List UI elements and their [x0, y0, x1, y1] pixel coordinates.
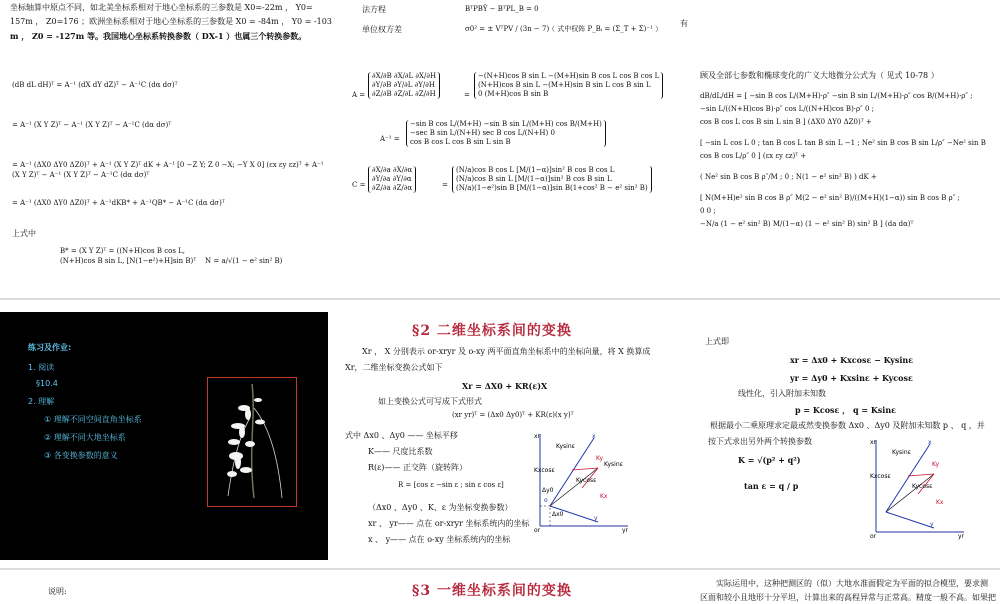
intro-line-1: 坐标轴算中原点不同，如北美坐标系相对于地心坐标系的三参数是 X0=-22m ， Y0=: [10, 3, 313, 12]
general-formula-intro: 顾及全部七参数和椭球变化的广义大地微分公式为（ 见式 10-78 ）: [700, 71, 939, 80]
matrix-a-inverse-row: −sin B cos L/(M+H) −sin B sin L/(M+H) cos B/(M+H): [410, 120, 602, 128]
section-title-2d: §2 二维坐标系间的变换: [412, 323, 572, 339]
general-formula-line: ( Ne² sin B cos B ρ″/M ; 0 ; N(1 − e² sin² B) ) dK +: [700, 173, 877, 181]
panel-exercises: [0, 312, 328, 560]
normal-equation: BᵀPBŶ − BᵀPL_B = 0: [465, 5, 539, 13]
text-line: K—— 尺度比系数: [368, 447, 433, 456]
equation-line-1: (dB dL dH)ᵀ = A⁻¹ (dX dY dZ)ᵀ − A⁻¹C (dα dσ)ᵀ: [12, 81, 178, 89]
matrix-c-row: ∂X/∂a ∂X/∂α: [372, 166, 413, 174]
matrix-a-inverse-row: cos B cos L cos B sin L sin B: [410, 138, 511, 146]
exercise-item: §10.4: [36, 379, 58, 388]
matrix-c-value-row: (N/a)(1−e²)sin B [M/(1−α)]sin B(1+cos² B − e² sin² B): [456, 184, 648, 192]
fig-label: Kxcosε: [534, 467, 555, 474]
k-formula: K = √(p² + q²): [738, 455, 801, 465]
rotation-matrix: R = [cos ε −sin ε ; sin ε cos ε]: [398, 481, 504, 489]
fig-label: Kycosε: [912, 483, 933, 490]
matrix-a-value-row: 0 (M+H)cos B sin B: [478, 90, 549, 98]
equation-yr: yr = Δy0 + Kxsinε + Kycosε: [790, 373, 913, 383]
fig-label: Δy0: [542, 487, 554, 494]
fig-label: Kysinε: [892, 449, 911, 456]
weight-note: （ 式中权阵 P_Bᵢ = (Σ_T + Σ)⁻¹ ）: [548, 25, 663, 33]
fig-label: y: [930, 521, 934, 528]
matrix-a-row: ∂X/∂B ∂X/∂L ∂X/∂H: [372, 72, 437, 80]
bstar-formula: B* = (X Y Z)ᵀ = ((N+H)cos B cos L, (N+H)cos B sin L, [N(1−e²)+H]sin B)ᵀ: [60, 247, 197, 265]
matrix-c-value-row: (N/a)cos B cos L [M/(1−α)]sin² B cos B cos L: [456, 166, 615, 174]
general-formula-line: [ −sin L cos L 0 ; tan B cos L tan B sin L −1 ; Ne² sin B cos B sin L/ρ″ −Ne² sin B cos B cos L/ρ″ 0 ] (εx εy εz)ᵀ +: [700, 139, 986, 160]
fig-label: Δx0: [552, 511, 564, 518]
fig-label: Kxcosε: [870, 473, 891, 480]
intro-line-2: 157m ， Z0=176 ；欧洲坐标系相对于地心坐标系的三参数是 X0 = -84m ， Y0 = -103: [10, 17, 332, 26]
orchid-photo: [207, 377, 297, 507]
text-line: 式中 Δx0 、Δy0 —— 坐标平移: [345, 431, 458, 440]
text-line: Xr，二维坐标变换公式如下: [345, 363, 443, 372]
exercise-item: ① 理解不同空间直角坐标系: [44, 415, 142, 424]
general-formula-line: −sin L/((N+H)cos B)·ρ″ cos L/((N+H)cos B)·ρ″ 0 ;: [700, 105, 875, 113]
matrix-a-row: ∂Y/∂B ∂Y/∂L ∂Y/∂H: [372, 81, 436, 89]
orchid-illustration: [208, 378, 296, 506]
fig-label: Kycosε: [576, 477, 597, 484]
n-definition: N = a/√(1 − e² sin² B): [205, 257, 283, 265]
sigma-formula: σ0² = ± VᵀPV / (3n − 7): [465, 25, 550, 33]
general-formula-body: [700, 90, 995, 231]
fig-label: yr: [622, 527, 629, 534]
fig-label: Kysinε: [556, 443, 575, 450]
text-line: xr 、 yr—— 点在 or-xryr 坐标系统内的坐标: [368, 519, 530, 528]
fig-label: Ky: [596, 455, 604, 462]
have-label: 有: [680, 19, 688, 28]
matrix-c-row: ∂Z/∂a ∂Z/∂α: [372, 184, 413, 192]
lsq-line: 根据最小二乘原理求定最或然变换参数 Δx0 、Δy0 及附加未知数 p 、 q ，并: [710, 421, 985, 430]
tan-formula: tan ε = q / p: [744, 481, 799, 491]
matrix-c-row: ∂Y/∂a ∂Y/∂α: [372, 175, 412, 183]
fig-label: x: [592, 433, 596, 440]
equation-line-2: = A⁻¹ (X Y Z)ᵀ − A⁻¹ (X Y Z)ᵀ − A⁻¹C (dα dσ)ᵀ: [12, 121, 172, 129]
pq-definition: p = Kcosε ， q = Ksinε: [795, 405, 897, 415]
fig-label: or: [534, 527, 541, 534]
transform-formula: Xr = ΔX0 + KR(ε)X: [462, 381, 548, 391]
text-line: 如上变换公式可写成下式形式: [378, 397, 482, 406]
equation-line-3: = A⁻¹ (ΔX0 ΔY0 ΔZ0)ᵀ + A⁻¹ (X Y Z)ᵀ dK + A⁻¹ [0 −Z Y; Z 0 −X; −Y X 0] (εx εy εz)ᵀ + A⁻¹ (X Y Z)ᵀ − A⁻¹ (X Y Z)ᵀ − A⁻¹C (dα dσ)ᵀ: [12, 161, 324, 179]
transform-matrix-formula: (xr yr)ᵀ = (Δx0 Δy0)ᵀ + KR(ε)(x y)ᵀ: [452, 411, 574, 419]
matrix-a-row: ∂Z/∂B ∂Z/∂L ∂Z/∂H: [372, 90, 436, 98]
fig-label: Kx: [600, 493, 608, 500]
exercise-item: 2. 理解: [28, 397, 55, 406]
normal-equation-label: 法方程: [362, 5, 386, 14]
row-divider: [0, 298, 1000, 300]
fig-label: yr: [958, 533, 965, 540]
linearize-text: 线性化，引入附加未知数: [738, 389, 826, 398]
general-formula-line: −N/a (1 − e² sin² B) M/(1−α) (1 − e² sin² B) sin² B ] (da dα)ᵀ: [700, 220, 914, 228]
note-label: 说明:: [48, 587, 67, 596]
general-formula-line: cos B cos L cos B sin L sin B ] (ΔX0 ΔY0 ΔZ0)ᵀ +: [700, 118, 872, 126]
matrix-a-value-row: (N+H)cos B sin L −(M+H)sin B sin L cos B sin L: [478, 81, 651, 89]
matrix-a-value-row: −(N+H)cos B sin L −(M+H)sin B cos L cos B cos L: [478, 72, 660, 80]
general-formula-line: 0 0 ;: [700, 207, 716, 215]
exercise-item: ③ 各变换参数的意义: [44, 451, 118, 460]
unit-weight-label: 单位权方差: [362, 25, 402, 34]
exercise-item: ② 理解不同大地坐标系: [44, 433, 126, 442]
coordinate-rotation-diagram-2: [868, 436, 968, 540]
fig-label: Ky: [932, 461, 940, 468]
coordinate-rotation-diagram: [532, 430, 632, 534]
general-formula-line: dB/dL/dH = [ −sin B cos L/(M+H)·ρ″ −sin B sin L/(M+H)·ρ″ cos B/(M+H)·ρ″ ;: [700, 92, 973, 100]
formula-label: 上式中: [12, 229, 36, 238]
lsq-line: 按下式求出另外两个转换参数: [708, 437, 812, 446]
fig-label: Kx: [936, 499, 944, 506]
intro-line-3: m ， Z0 = -127m 等。我国地心坐标系转换参数（ DX-1 ）也属三个转换参数。: [10, 31, 307, 41]
matrix-a-inverse-row: −sec B sin L/(N+H) sec B cos L/(N+H) 0: [410, 129, 555, 137]
row-divider: [0, 568, 1000, 570]
fig-label: Kysinε: [604, 461, 623, 468]
bottom-text-line: 区面和较小且地形十分平坦，计算出来的高程异常与正常高。精度一般不高。如果把: [700, 593, 996, 602]
section-title-1d: §3 一维坐标系间的变换: [412, 583, 572, 599]
fig-label: x: [928, 439, 932, 446]
fig-label: xr: [534, 433, 541, 440]
exercise-item: 1. 阅读: [28, 363, 55, 372]
matrix-c-value-row: (N/a)cos B sin L [M/(1−α)]sin² B cos B sin L: [456, 175, 612, 183]
fig-label: or: [870, 533, 877, 540]
fig-label: y: [594, 515, 598, 522]
bottom-text-line: 实际运用中，这种把测区的（似）大地水准面假定为平面的拟合模型，要求测: [716, 579, 988, 588]
equation-line-4: = A⁻¹ (ΔX0 ΔY0 ΔZ0)ᵀ + A⁻¹dKB* + A⁻¹QB* − A⁻¹C (dα dσ)ᵀ: [12, 199, 225, 207]
exercises-heading: 练习及作业:: [28, 343, 72, 352]
fig-label: o: [544, 497, 548, 504]
text-line: R(ε)—— 正交阵（旋转阵）: [368, 463, 467, 472]
solution-intro: 上式即: [705, 337, 729, 346]
fig-label: xr: [870, 439, 877, 446]
general-formula-line: [ N(M+H)e² sin B cos B ρ″ M(2 − e² sin² B)/((M+H)(1−α)) sin B cos B ρ″ ;: [700, 194, 960, 202]
equation-xr: xr = Δx0 + Kxcosε − Kysinε: [790, 355, 914, 365]
text-line: x 、 y—— 点在 o-xy 坐标系统内的坐标: [368, 535, 511, 544]
text-line: Xr ， X 分别表示 or-xryr 及 o-xy 两平面直角坐标系中的坐标向量，将 X 换算成: [362, 347, 651, 356]
text-line: （Δx0 、Δy0 、K、ε 为坐标变换参数）: [368, 503, 513, 512]
